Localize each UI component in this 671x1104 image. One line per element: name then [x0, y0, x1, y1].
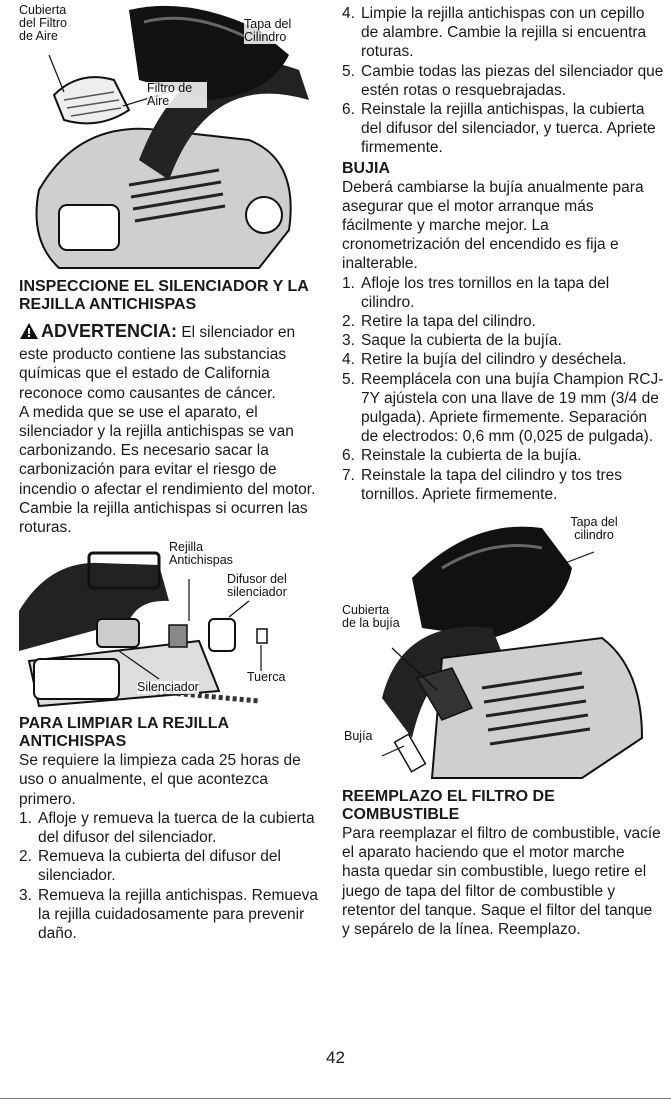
fuel-filter-text: Para reemplazar el filtro de combustible, vacíe el aparato haciendo que el motor marche hasta quedar sin combustible, luego retire el juego de tapa del filtor de combustible y retentor del tanque. Saque el filtor del tanque y sepárelo de la línea. Reemplazo.	[342, 825, 661, 939]
label-cylinder-cover: Tapa del Cilindro	[244, 18, 314, 44]
left-column	[19, 0, 319, 943]
spark-plug-figure	[342, 508, 664, 786]
clean-screen-steps-b	[342, 4, 664, 158]
spark-plug-steps	[342, 274, 664, 504]
label-spark-plug-cover: Cubierta de la bujía	[342, 604, 402, 630]
right-column	[342, 4, 664, 939]
clean-screen-intro: Se requiere la limpieza cada 25 horas de uso o anualmente, el que acontezca primero.	[19, 752, 301, 808]
list-item: 1. Afloje y remueva la tuerca de la cubierta del difusor del silenciador.	[19, 809, 315, 847]
list-item: 6. Reinstale la cubierta de la bujía.	[342, 447, 582, 465]
list-item: 7. Reinstale la tapa del cilindro y tos tres tornillos. Apriete firmemente.	[342, 466, 623, 503]
spark-plug-heading: BUJIA	[342, 159, 391, 177]
muffler-heading: INSPECCIONE EL SILENCIADOR Y LA REJILLA ANTICHISPAS	[19, 278, 309, 313]
clean-screen-steps-a	[19, 809, 319, 943]
warning-paragraph	[19, 322, 319, 403]
list-item: 3. Remueva la rejilla antichispas. Remueva la rejilla cuidadosamente para prevenir daño.	[19, 886, 318, 943]
label-cylinder-cover: Tapa del cilindro	[564, 516, 624, 542]
spark-plug-intro: Deberá cambiarse la bujía anualmente para asegurar que el motor arranque más fácilmente y marche mejor. La cronometrización del encendido es fija e inalterable.	[342, 178, 644, 273]
label-spark-plug: Bujía	[344, 729, 373, 744]
label-muffler-diffuser: Difusor del silenciador	[227, 573, 297, 599]
warning-text: El silenciador en este producto contiene las substancias químicas que el estado de California reconoce como causantes de cáncer.	[19, 324, 296, 402]
page-number: 42	[326, 1048, 345, 1067]
label-spark-arrestor-screen: Rejilla Antichispas	[169, 541, 249, 567]
list-item: 6. Reinstale la rejilla antichispas, la cubierta del difusor del silenciador, y tuerca. Apriete firmemente.	[342, 101, 656, 157]
list-item: 4. Retire la bujía del cilindro y deséchela.	[342, 351, 627, 369]
muffler-paragraph-2: Cambie la rejilla antichispas si ocurren las roturas.	[19, 499, 308, 537]
warning-triangle-icon	[19, 322, 39, 345]
list-item: 5. Reemplácela con una bujía Champion RCJ-7Y ajústela con una llave de 19 mm (3/4 de pulgada). Apriete firmemente. Separación de electrodos: 0,6 mm (0,025 de pulgada).	[342, 370, 664, 446]
list-item: 3. Saque la cubierta de la bujía.	[342, 332, 562, 350]
list-item: 4. Limpie la rejilla antichispas con un cepillo de alambre. Cambie la rejilla si encuentra roturas.	[342, 5, 647, 61]
clean-screen-heading: PARA LIMPIAR LA REJILLA ANTICHISPAS	[19, 715, 229, 751]
muffler-paragraph-1: A medida que se use el aparato, el silenciador y la rejilla antichispas se van carbonizando. Es necesario sacar la carbonización para evitar el riesgo de incendio o afectar el rendimiento del motor.	[19, 403, 316, 498]
air-filter-figure	[19, 0, 319, 272]
bottom-rule	[0, 1098, 671, 1099]
label-air-filter-cover: Cubierta del Filtro de Aire	[19, 4, 81, 43]
label-air-filter: Filtro de Aire	[147, 82, 207, 108]
warning-word: ADVERTENCIA:	[41, 321, 178, 341]
fuel-filter-heading: REEMPLAZO EL FILTRO DE COMBUSTIBLE	[342, 788, 555, 824]
spark-plug-illustration	[342, 508, 664, 786]
list-item: 1. Afloje los tres tornillos en la tapa del cilindro.	[342, 274, 610, 311]
list-item: 2. Retire la tapa del cilindro.	[342, 313, 536, 331]
label-muffler: Silenciador	[137, 680, 199, 695]
label-nut: Tuerca	[247, 670, 286, 685]
list-item: 2. Remueva la cubierta del difusor del silenciador.	[19, 848, 281, 885]
list-item: 5. Cambie todas las piezas del silenciador que estén rotas o resquebrajadas.	[342, 62, 664, 99]
muffler-figure	[19, 541, 319, 713]
